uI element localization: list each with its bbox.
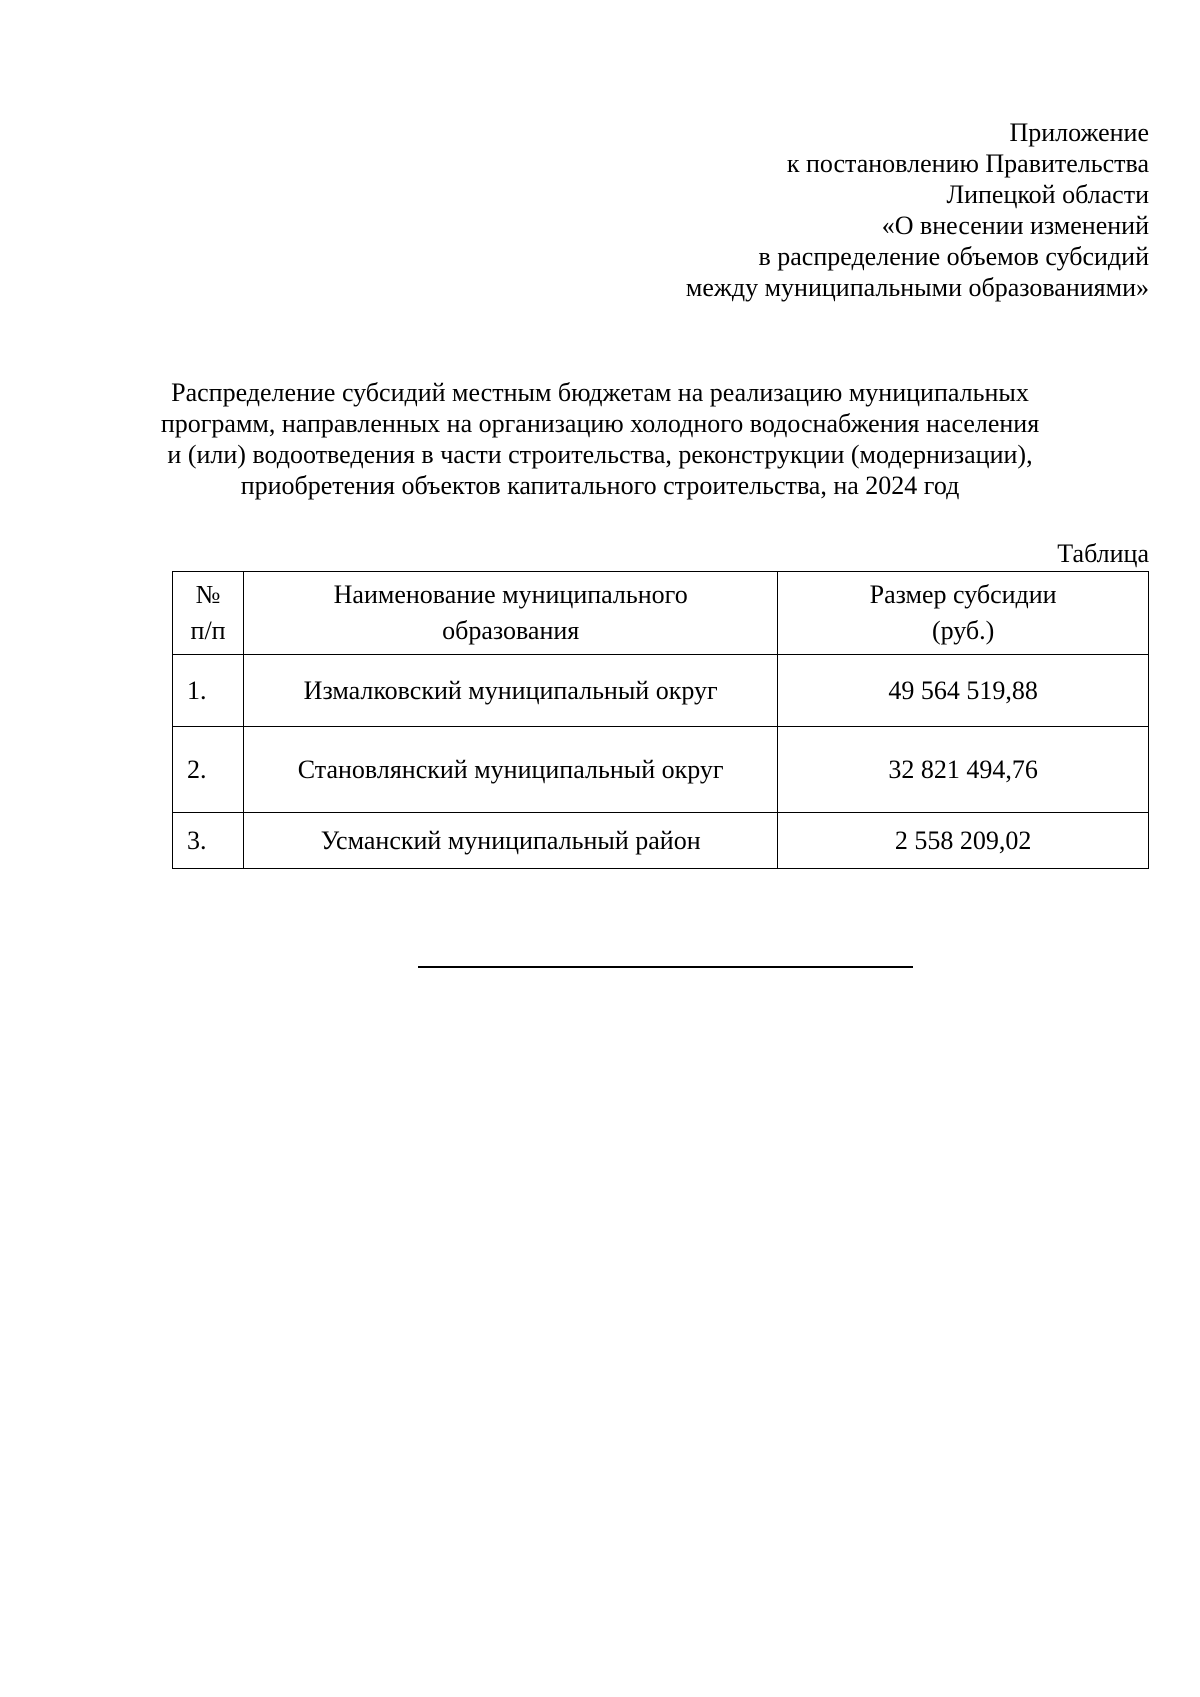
table-row [173, 655, 1149, 727]
closing-divider-line [418, 966, 913, 968]
appendix-line: Липецкой области [946, 180, 1149, 209]
appendix-line: к постановлению Правительства [786, 149, 1149, 178]
municipality-name: Усманский муниципальный район [244, 813, 778, 869]
header-municipality-name: Наименование муниципального образования [244, 572, 778, 655]
appendix-line: «О внесении изменений [881, 211, 1149, 240]
municipality-name: Становлянский муниципальный округ [244, 727, 778, 813]
header-subsidy-amount: Размер субсидии (руб.) [778, 572, 1149, 655]
appendix-line: Приложение [1009, 118, 1149, 147]
table-caption: Таблица [1057, 539, 1149, 568]
title-line: и (или) водоотведения в части строительства, реконструкции (модернизации), [167, 440, 1033, 469]
table-header-row [173, 572, 1149, 655]
municipality-name: Измалковский муниципальный округ [244, 655, 778, 727]
row-number: 2. [173, 727, 244, 813]
subsidy-table [172, 571, 1149, 869]
subsidy-amount: 32 821 494,76 [778, 727, 1149, 813]
title-line: программ, направленных на организацию холодного водоснабжения населения [160, 409, 1040, 438]
appendix-line: между муниципальными образованиями» [685, 273, 1149, 302]
appendix-header [686, 117, 1149, 303]
table-row [173, 813, 1149, 869]
subsidy-amount: 49 564 519,88 [778, 655, 1149, 727]
header-number: № п/п [173, 572, 244, 655]
title-line: приобретения объектов капитального строительства, на 2024 год [240, 471, 960, 500]
row-number: 1. [173, 655, 244, 727]
table-row [173, 727, 1149, 813]
title-line: Распределение субсидий местным бюджетам на реализацию муниципальных [171, 378, 1029, 407]
row-number: 3. [173, 813, 244, 869]
document-title [150, 377, 1050, 501]
appendix-line: в распределение объемов субсидий [758, 242, 1149, 271]
subsidy-amount: 2 558 209,02 [778, 813, 1149, 869]
